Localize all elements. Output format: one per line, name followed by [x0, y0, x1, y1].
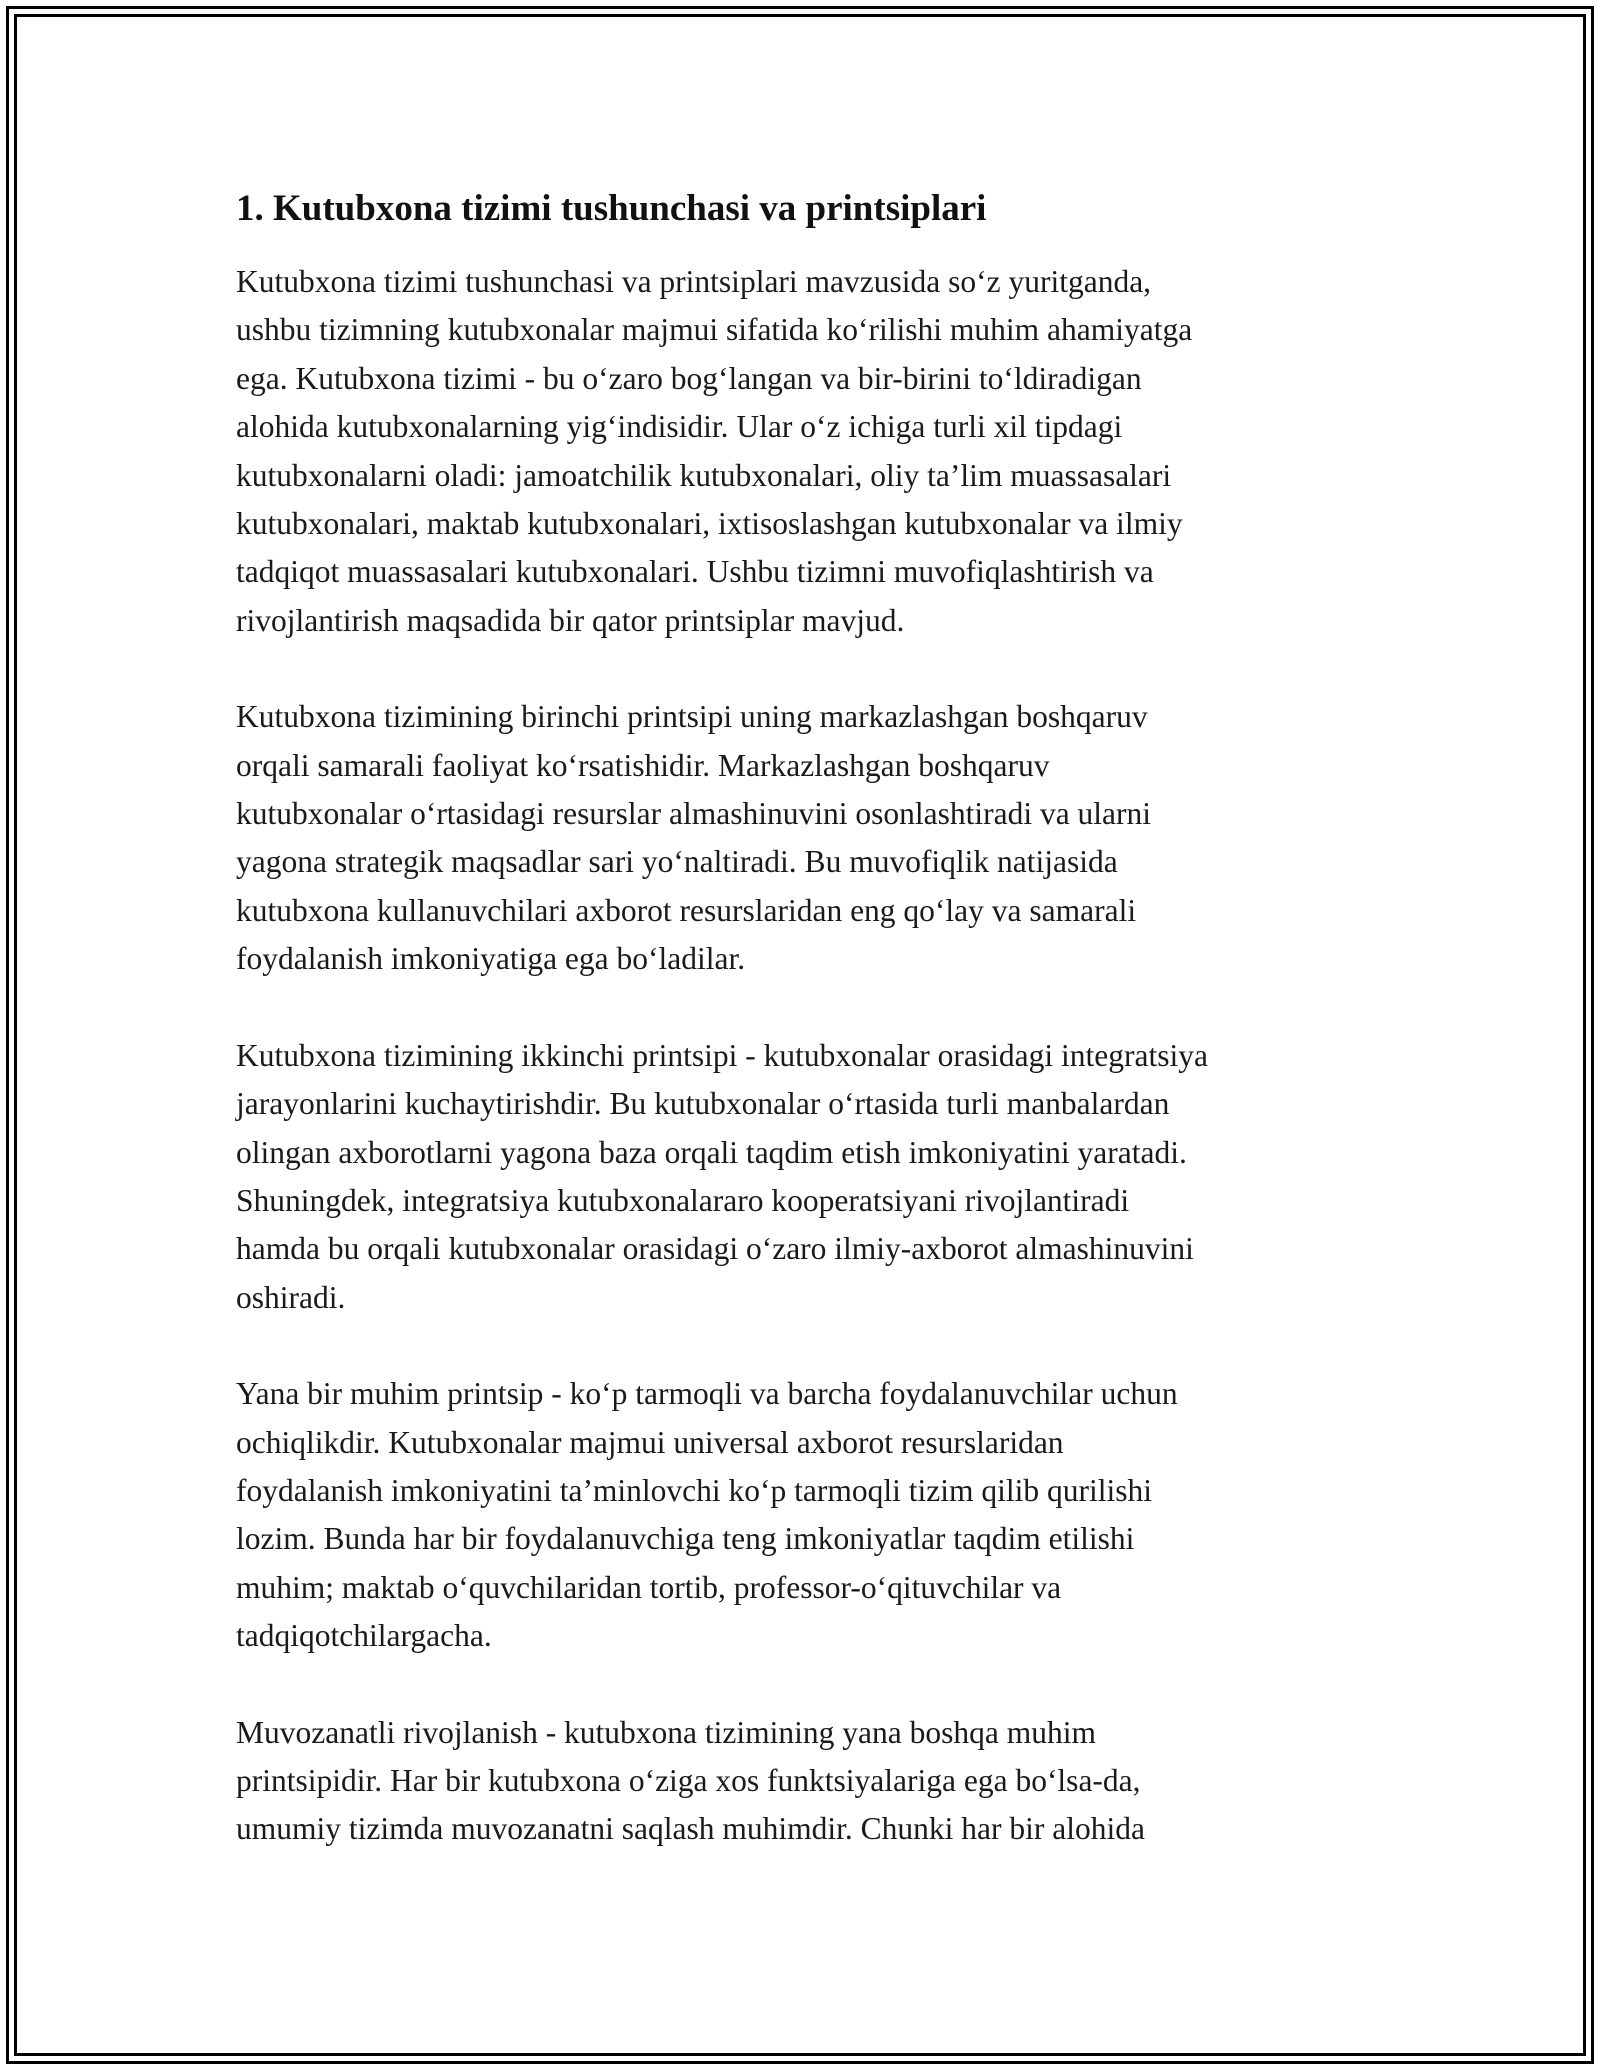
paragraph-line: jarayonlarini kuchaytirishdir. Bu kutubxonalar o‘rtasida turli manbalardan — [236, 1086, 1170, 1122]
paragraph-line: foydalanish imkoniyatini ta’minlovchi ko‘p tarmoqli tizim qilib qurilishi — [236, 1472, 1153, 1508]
paragraph-line: yagona strategik maqsadlar sari yo‘naltiradi. Bu muvofiqlik natijasida — [236, 844, 1118, 880]
document-body — [236, 186, 1376, 1902]
paragraph-line: tadqiqotchilargacha. — [236, 1618, 492, 1654]
paragraph-line: muhim; maktab o‘quvchilaridan tortib, professor-o‘qituvchilar va — [236, 1569, 1062, 1605]
paragraph-line: printsipidir. Har bir kutubxona o‘ziga xos funktsiyalariga ega bo‘lsa-da, — [236, 1762, 1141, 1798]
paragraph-line: olingan axborotlarni yagona baza orqali taqdim etish imkoniyatini yaratadi. — [236, 1134, 1187, 1170]
paragraph-1 — [236, 258, 1376, 645]
paragraph-line: Yana bir muhim printsip - ko‘p tarmoqli va barcha foydalanuvchilar uchun — [236, 1376, 1178, 1412]
paragraph-line: kutubxonalari, maktab kutubxonalari, ixtisoslashgan kutubxonalar va ilmiy — [236, 506, 1183, 542]
paragraph-line: ega. Kutubxona tizimi - bu o‘zaro bog‘langan va bir-birini to‘ldiradigan — [236, 360, 1142, 396]
paragraph-line: oshiradi. — [236, 1279, 346, 1315]
paragraph-line: kutubxonalarni oladi: jamoatchilik kutubxonalari, oliy ta’lim muassasalari — [236, 457, 1172, 493]
paragraph-line: ochiqlikdir. Kutubxonalar majmui universal axborot resurslaridan — [236, 1424, 1064, 1460]
paragraph-line: kutubxona kullanuvchilari axborot resurslaridan eng qo‘lay va samarali — [236, 892, 1137, 928]
paragraph-line: kutubxonalar o‘rtasidagi resurslar almashinuvini osonlashtiradi va ularni — [236, 796, 1152, 832]
paragraph-line: lozim. Bunda har bir foydalanuvchiga teng imkoniyatlar taqdim etilishi — [236, 1521, 1135, 1557]
paragraph-line: foydalanish imkoniyatiga ega bo‘ladilar. — [236, 941, 746, 977]
paragraph-line: Kutubxona tizimining birinchi printsipi uning markazlashgan boshqaruv — [236, 699, 1148, 735]
paragraph-line: ushbu tizimning kutubxonalar majmui sifatida ko‘rilishi muhim ahamiyatga — [236, 312, 1193, 348]
paragraph-2 — [236, 693, 1376, 983]
paragraph-5 — [236, 1709, 1376, 1854]
paragraph-line: umumiy tizimda muvozanatni saqlash muhimdir. Chunki har bir alohida — [236, 1811, 1145, 1847]
paragraph-line: Shuningdek, integratsiya kutubxonalararo kooperatsiyani rivojlantiradi — [236, 1182, 1130, 1218]
paragraph-line: hamda bu orqali kutubxonalar orasidagi o‘zaro ilmiy-axborot almashinuvini — [236, 1231, 1194, 1267]
paragraph-4 — [236, 1370, 1376, 1660]
section-heading: 1. Kutubxona tizimi tushunchasi va printsiplari — [236, 188, 987, 229]
paragraph-line: orqali samarali faoliyat ko‘rsatishidir. Markazlashgan boshqaruv — [236, 747, 1050, 783]
paragraph-3 — [236, 1032, 1376, 1322]
paragraph-line: Muvozanatli rivojlanish - kutubxona tizimining yana boshqa muhim — [236, 1714, 1096, 1750]
paragraph-line: Kutubxona tizimining ikkinchi printsipi - kutubxonalar orasidagi integratsiya — [236, 1037, 1208, 1073]
paragraph-line: Kutubxona tizimi tushunchasi va printsiplari mavzusida so‘z yuritganda, — [236, 264, 1152, 299]
paragraph-line: alohida kutubxonalarning yig‘indisidir. Ular o‘z ichiga turli xil tipdagi — [236, 409, 1123, 445]
paragraph-line: tadqiqot muassasalari kutubxonalari. Ushbu tizimni muvofiqlashtirish va — [236, 554, 1154, 590]
paragraph-line: rivojlantirish maqsadida bir qator printsiplar mavjud. — [236, 602, 905, 638]
